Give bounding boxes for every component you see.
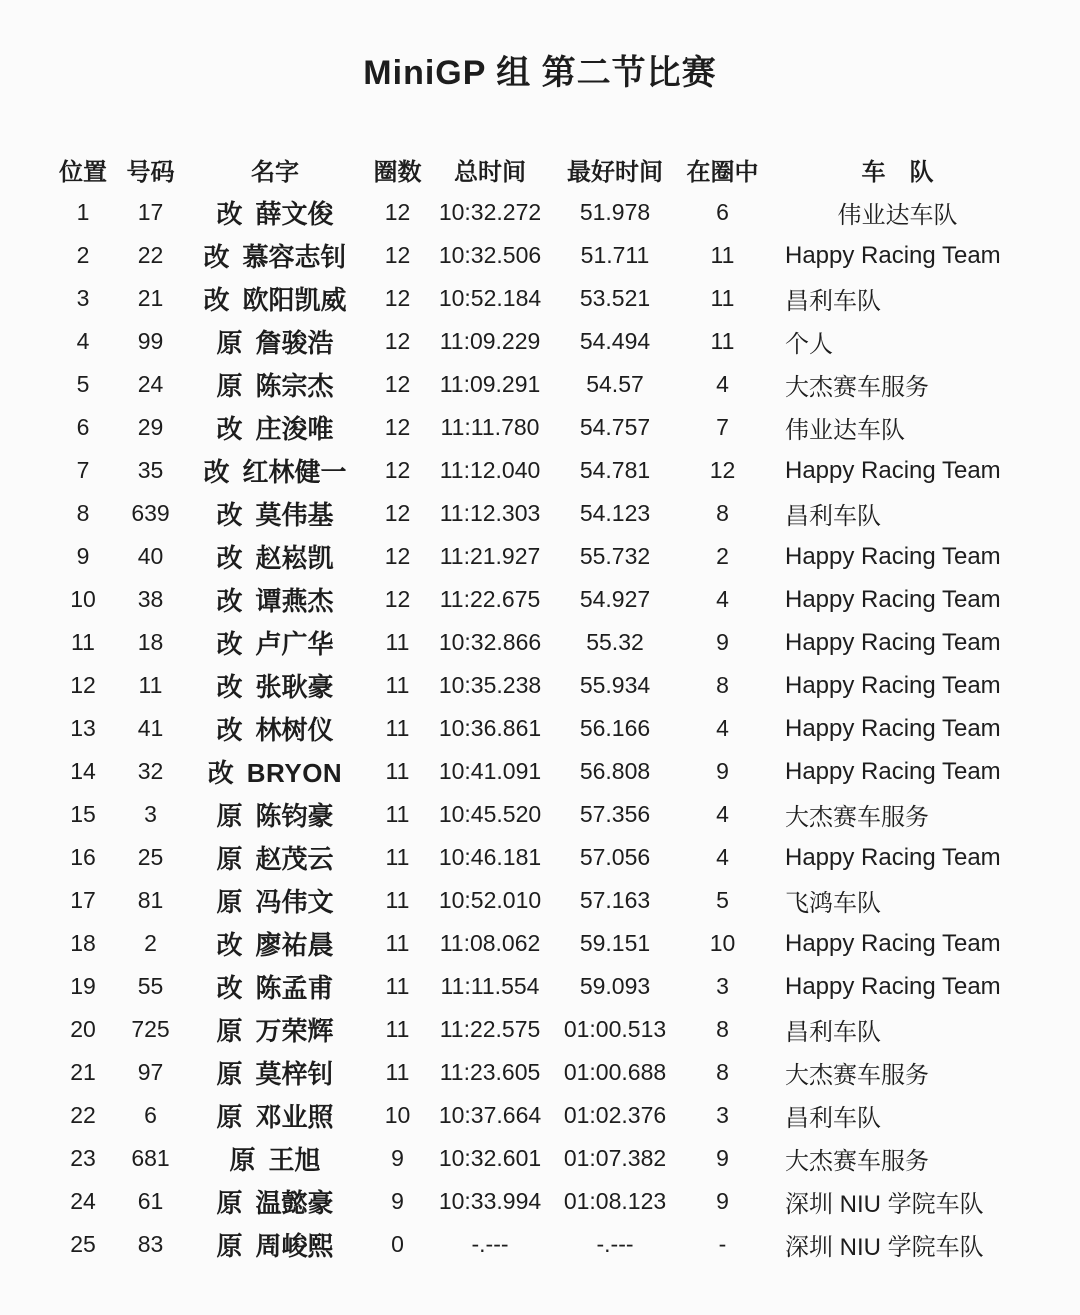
table-row <box>50 1051 1030 1094</box>
on-lap-cell: 11 <box>710 328 735 354</box>
class-prefix: 改 <box>216 500 243 530</box>
driver-name: 红林健一 <box>242 457 347 487</box>
best-time-cell: 57.356 <box>579 801 651 827</box>
on-lap-cell: 9 <box>716 1188 729 1214</box>
best-time-cell: 54.927 <box>579 586 651 612</box>
header-team: 车 队 <box>861 159 934 186</box>
driver-name: 赵崧凯 <box>255 543 334 573</box>
name-cell <box>185 492 365 535</box>
position-cell: 6 <box>76 414 90 440</box>
name-cell <box>185 234 365 277</box>
position-cell: 3 <box>76 285 90 311</box>
position-cell: 17 <box>70 887 96 913</box>
team-cell: 深圳 NIU 学院车队 <box>785 1191 984 1218</box>
driver-name: 庄浚唯 <box>255 414 334 444</box>
laps-cell: 11 <box>385 629 410 655</box>
team-cell: 深圳 NIU 学院车队 <box>785 1234 984 1261</box>
name-cell <box>185 836 365 879</box>
table-row <box>50 879 1030 922</box>
on-lap-cell: 11 <box>710 285 735 311</box>
driver-name: 詹骏浩 <box>255 328 334 358</box>
total-time-cell: 10:35.238 <box>438 672 542 698</box>
laps-cell: 12 <box>384 457 411 483</box>
team-cell: Happy Racing Team <box>785 628 1001 656</box>
position-cell: 15 <box>70 801 96 827</box>
total-time-cell: 10:36.861 <box>438 715 542 741</box>
driver-name: 廖祐晨 <box>255 930 334 960</box>
laps-cell: 12 <box>384 371 411 397</box>
table-row <box>50 1223 1030 1266</box>
laps-cell: 12 <box>384 199 411 225</box>
name-cell <box>185 1051 365 1094</box>
team-cell: Happy Racing Team <box>785 542 1001 570</box>
best-time-cell: 55.934 <box>579 672 651 698</box>
laps-cell: 12 <box>384 586 411 612</box>
position-cell: 14 <box>70 758 96 784</box>
laps-cell: 12 <box>384 242 411 268</box>
best-time-cell: 51.711 <box>580 242 650 268</box>
header-number: 号码 <box>126 159 175 186</box>
best-time-cell: 57.056 <box>579 844 651 870</box>
table-row <box>50 1008 1030 1051</box>
team-cell: Happy Racing Team <box>785 929 1001 957</box>
total-time-cell: 10:37.664 <box>438 1102 542 1128</box>
team-cell: Happy Racing Team <box>785 972 1001 1000</box>
table-row <box>50 363 1030 406</box>
class-prefix: 原 <box>216 1016 243 1046</box>
best-time-cell: 01:08.123 <box>563 1188 667 1214</box>
laps-cell: 10 <box>384 1102 411 1128</box>
driver-name: 王旭 <box>268 1145 321 1175</box>
name-cell <box>185 578 365 621</box>
results-table-body <box>50 191 1030 1266</box>
name-cell <box>185 750 365 793</box>
page-title: MiniGP 组 第二节比赛 <box>363 54 717 92</box>
number-cell: 99 <box>137 328 164 354</box>
laps-cell: 12 <box>384 543 411 569</box>
table-row <box>50 1137 1030 1180</box>
driver-name: 慕容志钊 <box>242 242 347 272</box>
on-lap-cell: 10 <box>709 930 736 956</box>
team-cell: 昌利车队 <box>785 503 881 530</box>
total-time-cell: 11:22.575 <box>439 1016 541 1042</box>
total-time-cell: 11:12.040 <box>439 457 541 483</box>
number-cell: 40 <box>137 543 164 569</box>
on-lap-cell: 12 <box>709 457 736 483</box>
best-time-cell: 55.732 <box>579 543 651 569</box>
driver-name: 陈宗杰 <box>255 371 334 401</box>
class-prefix: 原 <box>229 1145 256 1175</box>
on-lap-cell: 8 <box>716 500 729 526</box>
best-time-cell: -.--- <box>596 1231 634 1257</box>
table-row <box>50 320 1030 363</box>
laps-cell: 11 <box>385 1059 410 1085</box>
total-time-cell: 11:12.303 <box>439 500 541 526</box>
table-row <box>50 234 1030 277</box>
name-cell <box>185 535 365 578</box>
best-time-cell: 56.808 <box>579 758 651 784</box>
class-prefix: 改 <box>216 199 243 229</box>
class-prefix: 原 <box>216 844 243 874</box>
header-row <box>50 148 1030 191</box>
best-time-cell: 56.166 <box>579 715 651 741</box>
best-time-cell: 01:00.513 <box>563 1016 667 1042</box>
laps-cell: 11 <box>385 758 410 784</box>
number-cell: 29 <box>137 414 164 440</box>
best-time-cell: 59.151 <box>579 930 651 956</box>
class-prefix: 改 <box>203 457 230 487</box>
position-cell: 20 <box>70 1016 96 1042</box>
class-prefix: 原 <box>216 1059 243 1089</box>
best-time-cell: 51.978 <box>579 199 651 225</box>
team-cell: 伟业达车队 <box>785 417 905 444</box>
number-cell: 32 <box>137 758 164 784</box>
on-lap-cell: 4 <box>716 371 729 397</box>
best-time-cell: 53.521 <box>579 285 651 311</box>
number-cell: 25 <box>137 844 164 870</box>
table-row <box>50 750 1030 793</box>
total-time-cell: 10:46.181 <box>438 844 542 870</box>
driver-name: 冯伟文 <box>255 887 334 917</box>
position-cell: 18 <box>70 930 96 956</box>
number-cell: 3 <box>144 801 157 827</box>
total-time-cell: 11:09.291 <box>439 371 541 397</box>
team-cell: 昌利车队 <box>785 1019 881 1046</box>
number-cell: 725 <box>131 1016 170 1042</box>
table-row <box>50 836 1030 879</box>
name-cell <box>185 879 365 922</box>
name-cell <box>185 1180 365 1223</box>
on-lap-cell: - <box>718 1231 727 1257</box>
laps-cell: 12 <box>384 285 411 311</box>
name-cell <box>185 406 365 449</box>
on-lap-cell: 9 <box>716 629 729 655</box>
class-prefix: 原 <box>216 328 243 358</box>
on-lap-cell: 3 <box>716 1102 729 1128</box>
team-cell: 大杰赛车服务 <box>785 374 929 401</box>
class-prefix: 改 <box>216 973 243 1003</box>
driver-name: 陈孟甫 <box>255 973 334 1003</box>
position-cell: 7 <box>76 457 90 483</box>
total-time-cell: 10:41.091 <box>438 758 542 784</box>
driver-name: 卢广华 <box>255 629 334 659</box>
table-row <box>50 191 1030 234</box>
name-cell <box>185 1137 365 1180</box>
driver-name: 张耿豪 <box>255 672 334 702</box>
number-cell: 55 <box>137 973 164 999</box>
table-row <box>50 1180 1030 1223</box>
class-prefix: 改 <box>216 586 243 616</box>
number-cell: 35 <box>137 457 164 483</box>
laps-cell: 11 <box>385 715 410 741</box>
number-cell: 24 <box>137 371 164 397</box>
table-row <box>50 578 1030 621</box>
position-cell: 16 <box>70 844 96 870</box>
total-time-cell: 10:32.601 <box>438 1145 542 1171</box>
number-cell: 11 <box>138 672 163 698</box>
class-prefix: 改 <box>216 672 243 702</box>
total-time-cell: 10:32.506 <box>438 242 542 268</box>
table-row <box>50 1094 1030 1137</box>
number-cell: 22 <box>137 242 164 268</box>
name-cell <box>185 1008 365 1051</box>
name-cell <box>185 664 365 707</box>
best-time-cell: 59.093 <box>579 973 651 999</box>
position-cell: 23 <box>70 1145 96 1171</box>
header-name: 名字 <box>251 159 299 186</box>
name-cell <box>185 191 365 234</box>
team-cell: Happy Racing Team <box>785 671 1001 699</box>
team-cell: 伟业达车队 <box>837 202 958 229</box>
on-lap-cell: 4 <box>716 801 729 827</box>
name-cell <box>185 922 365 965</box>
position-cell: 25 <box>70 1231 96 1257</box>
number-cell: 639 <box>131 500 170 526</box>
total-time-cell: 10:32.866 <box>438 629 542 655</box>
name-cell <box>185 277 365 320</box>
team-cell: Happy Racing Team <box>785 757 1001 785</box>
table-row <box>50 277 1030 320</box>
class-prefix: 原 <box>216 1231 243 1261</box>
number-cell: 6 <box>144 1102 157 1128</box>
best-time-cell: 54.757 <box>579 414 651 440</box>
position-cell: 9 <box>76 543 90 569</box>
table-row <box>50 449 1030 492</box>
driver-name: 温懿豪 <box>255 1188 334 1218</box>
number-cell: 61 <box>137 1188 164 1214</box>
on-lap-cell: 7 <box>716 414 729 440</box>
position-cell: 24 <box>70 1188 96 1214</box>
team-cell: 昌利车队 <box>785 1105 881 1132</box>
best-time-cell: 01:02.376 <box>563 1102 667 1128</box>
team-cell: 个人 <box>785 331 833 358</box>
total-time-cell: 11:23.605 <box>439 1059 541 1085</box>
driver-name: 周峻熙 <box>255 1231 334 1261</box>
number-cell: 17 <box>137 199 164 225</box>
best-time-cell: 54.494 <box>579 328 651 354</box>
on-lap-cell: 3 <box>716 973 729 999</box>
name-cell <box>185 793 365 836</box>
driver-name: 邓业照 <box>255 1102 334 1132</box>
best-time-cell: 01:00.688 <box>563 1059 667 1085</box>
on-lap-cell: 6 <box>716 199 729 225</box>
laps-cell: 9 <box>391 1188 404 1214</box>
class-prefix: 原 <box>216 1188 243 1218</box>
driver-name: 谭燕杰 <box>255 586 334 616</box>
laps-cell: 11 <box>385 801 410 827</box>
team-cell: 昌利车队 <box>785 288 881 315</box>
position-cell: 22 <box>70 1102 96 1128</box>
number-cell: 81 <box>137 887 164 913</box>
total-time-cell: 10:52.010 <box>438 887 542 913</box>
header-total-time: 总时间 <box>454 159 526 186</box>
on-lap-cell: 2 <box>716 543 729 569</box>
name-cell <box>185 1094 365 1137</box>
position-cell: 19 <box>70 973 96 999</box>
number-cell: 681 <box>131 1145 170 1171</box>
position-cell: 11 <box>71 629 95 655</box>
class-prefix: 原 <box>216 1102 243 1132</box>
on-lap-cell: 9 <box>716 758 729 784</box>
laps-cell: 11 <box>385 672 410 698</box>
position-cell: 1 <box>76 199 90 225</box>
number-cell: 2 <box>144 930 157 956</box>
class-prefix: 改 <box>216 629 243 659</box>
driver-name: 莫伟基 <box>255 500 334 530</box>
class-prefix: 改 <box>216 543 243 573</box>
total-time-cell: 11:11.780 <box>440 414 540 440</box>
team-cell: Happy Racing Team <box>785 714 1001 742</box>
best-time-cell: 01:07.382 <box>563 1145 667 1171</box>
class-prefix: 改 <box>203 285 230 315</box>
position-cell: 10 <box>70 586 96 612</box>
position-cell: 13 <box>70 715 96 741</box>
total-time-cell: 10:52.184 <box>438 285 542 311</box>
total-time-cell: 11:11.554 <box>440 973 540 999</box>
class-prefix: 改 <box>203 242 230 272</box>
laps-cell: 11 <box>385 844 410 870</box>
team-cell: Happy Racing Team <box>785 456 1001 484</box>
on-lap-cell: 4 <box>716 715 729 741</box>
number-cell: 83 <box>137 1231 164 1257</box>
team-cell: 大杰赛车服务 <box>785 1062 929 1089</box>
laps-cell: 11 <box>385 887 410 913</box>
laps-cell: 12 <box>384 500 411 526</box>
total-time-cell: 11:21.927 <box>439 543 541 569</box>
name-cell <box>185 707 365 750</box>
team-cell: 飞鸿车队 <box>785 890 881 917</box>
name-cell <box>185 363 365 406</box>
position-cell: 8 <box>76 500 90 526</box>
position-cell: 5 <box>76 371 90 397</box>
team-cell: 大杰赛车服务 <box>785 1148 929 1175</box>
laps-cell: 11 <box>385 1016 410 1042</box>
name-cell <box>185 320 365 363</box>
laps-cell: 9 <box>391 1145 404 1171</box>
class-prefix: 改 <box>216 930 243 960</box>
header-laps: 圈数 <box>373 159 422 186</box>
position-cell: 21 <box>70 1059 96 1085</box>
class-prefix: 原 <box>216 801 243 831</box>
driver-name: 万荣辉 <box>255 1016 334 1046</box>
number-cell: 97 <box>137 1059 164 1085</box>
class-prefix: 改 <box>216 414 243 444</box>
number-cell: 41 <box>137 715 164 741</box>
laps-cell: 12 <box>384 328 411 354</box>
total-time-cell: 11:08.062 <box>439 930 541 956</box>
position-cell: 4 <box>76 328 90 354</box>
table-row <box>50 406 1030 449</box>
on-lap-cell: 4 <box>716 586 729 612</box>
total-time-cell: 10:45.520 <box>438 801 542 827</box>
on-lap-cell: 4 <box>716 844 729 870</box>
table-row <box>50 965 1030 1008</box>
driver-name: 欧阳凯威 <box>242 285 347 315</box>
driver-name: 陈钧豪 <box>255 801 334 831</box>
total-time-cell: 11:09.229 <box>439 328 541 354</box>
name-cell <box>185 449 365 492</box>
laps-cell: 12 <box>384 414 411 440</box>
number-cell: 21 <box>137 285 164 311</box>
laps-cell: 11 <box>385 973 410 999</box>
best-time-cell: 57.163 <box>579 887 651 913</box>
on-lap-cell: 8 <box>716 1059 729 1085</box>
position-cell: 12 <box>70 672 96 698</box>
class-prefix: 改 <box>207 758 234 788</box>
class-prefix: 原 <box>216 371 243 401</box>
team-cell: Happy Racing Team <box>785 843 1001 871</box>
table-row <box>50 707 1030 750</box>
name-cell <box>185 621 365 664</box>
class-prefix: 原 <box>216 887 243 917</box>
table-row <box>50 793 1030 836</box>
table-row <box>50 664 1030 707</box>
table-row <box>50 621 1030 664</box>
class-prefix: 改 <box>216 715 243 745</box>
best-time-cell: 54.781 <box>579 457 651 483</box>
header-position: 位置 <box>59 159 107 186</box>
header-on-lap: 在圈中 <box>686 159 759 186</box>
best-time-cell: 54.57 <box>586 371 644 397</box>
team-cell: 大杰赛车服务 <box>785 804 929 831</box>
laps-cell: 0 <box>391 1231 404 1257</box>
team-cell: Happy Racing Team <box>785 241 1001 269</box>
table-row <box>50 535 1030 578</box>
results-table-header <box>50 148 1030 191</box>
total-time-cell: -.--- <box>471 1231 509 1257</box>
on-lap-cell: 8 <box>716 1016 729 1042</box>
laps-cell: 11 <box>385 930 410 956</box>
driver-name: 莫梓钊 <box>255 1059 334 1089</box>
header-best-time: 最好时间 <box>567 159 663 186</box>
driver-name: 薛文俊 <box>255 199 334 229</box>
on-lap-cell: 11 <box>710 242 735 268</box>
best-time-cell: 54.123 <box>579 500 651 526</box>
driver-name: 林树仪 <box>255 715 334 745</box>
best-time-cell: 55.32 <box>586 629 644 655</box>
position-cell: 2 <box>76 242 90 268</box>
total-time-cell: 10:32.272 <box>438 199 542 225</box>
name-cell <box>185 965 365 1008</box>
table-row <box>50 922 1030 965</box>
results-table <box>50 148 1030 1266</box>
number-cell: 18 <box>137 629 164 655</box>
total-time-cell: 11:22.675 <box>439 586 541 612</box>
on-lap-cell: 8 <box>716 672 729 698</box>
number-cell: 38 <box>137 586 164 612</box>
name-cell <box>185 1223 365 1266</box>
driver-name: 赵茂云 <box>255 844 334 874</box>
on-lap-cell: 5 <box>716 887 729 913</box>
total-time-cell: 10:33.994 <box>438 1188 542 1214</box>
team-cell: Happy Racing Team <box>785 585 1001 613</box>
on-lap-cell: 9 <box>716 1145 729 1171</box>
driver-name: BRYON <box>246 758 343 788</box>
table-row <box>50 492 1030 535</box>
